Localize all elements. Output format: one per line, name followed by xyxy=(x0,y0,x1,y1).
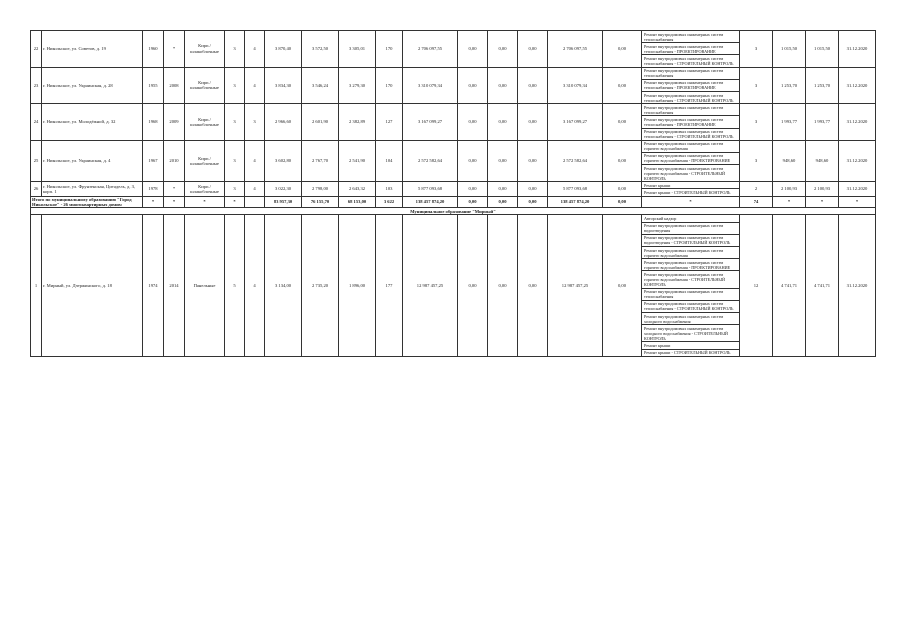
row-number: 23 xyxy=(31,67,42,104)
row-number: 22 xyxy=(31,31,42,68)
wall-material-cell: Кирп./ шлакоблочные xyxy=(185,104,225,141)
work-kind-cell: 3 xyxy=(740,104,773,141)
total-label: Итого по муниципальному образованию "Город Никольское" - 26 многоквартирных домов: xyxy=(31,196,143,208)
work-item: Ремонт внутридомовых инженерных систем холодного водоснабжения - СТРОИТЕЛЬНЫЙ КОНТРОЛЬ xyxy=(642,325,739,342)
area-total-cell: 3 602,80 xyxy=(265,140,302,182)
address-cell: г. Никольское, ул. Советов, д. 19 xyxy=(42,31,143,68)
area-living-cell: 2 643,32 xyxy=(339,182,376,196)
max-cost-cell: 1 015,50 xyxy=(806,31,839,68)
area-residential-cell: 2 735,20 xyxy=(302,215,339,356)
total-c3: * xyxy=(164,196,185,208)
max-cost-cell: 1 253,70 xyxy=(806,67,839,104)
work-kind-cell: 12 xyxy=(740,215,773,356)
table-row xyxy=(31,140,876,182)
max-cost-cell: 4 741,71 xyxy=(806,215,839,356)
fund-other-cell: 0,00 xyxy=(603,67,642,104)
deadline-cell: 31.12.2020 xyxy=(839,215,876,356)
work-item: Ремонт внутридомовых инженерных систем теплоснабжения - ПРОЕКТИРОВАНИЕ xyxy=(642,80,739,92)
total-unit-cost: * xyxy=(773,196,806,208)
max-cost-cell: 2 100,93 xyxy=(806,182,839,196)
fund-municipal-cell: 0,00 xyxy=(518,67,548,104)
year-built-cell: 1955 xyxy=(143,67,164,104)
year-overhaul-cell: 2014 xyxy=(164,215,185,356)
max-cost-cell: 948,60 xyxy=(806,140,839,182)
row-number: 26 xyxy=(31,182,42,196)
fund-other-cell: 0,00 xyxy=(603,31,642,68)
address-cell: г. Мирный, ул. Дзержинского, д. 18 xyxy=(42,215,143,356)
wall-material-cell: Кирп./ шлакоблочные xyxy=(185,31,225,68)
year-built-cell: 1974 xyxy=(143,215,164,356)
cost-total-cell: 3 167 099,27 xyxy=(403,104,458,141)
work-item: Ремонт внутридомовых инженерных систем горячего водоснабжения - СТРОИТЕЛЬНЫЙ КОНТРОЛЬ xyxy=(644,165,726,181)
deadline-cell: 31.12.2020 xyxy=(839,31,876,68)
works-cell xyxy=(642,67,740,104)
house-rows-city xyxy=(31,31,876,197)
area-living-cell: 3 305,01 xyxy=(339,31,376,68)
fund-owners-cell: 5 877 093,68 xyxy=(548,182,603,196)
total-fund-owners: 138 457 874,20 xyxy=(548,196,603,208)
residents-cell: 170 xyxy=(376,31,403,68)
year-overhaul-cell: 2009 xyxy=(164,104,185,141)
work-item: Ремонт внутридомовых инженерных систем теплоснабжения xyxy=(642,289,739,301)
row-number: 1 xyxy=(31,215,42,356)
table-row xyxy=(31,104,876,141)
entrances-cell: 4 xyxy=(245,182,265,196)
work-item: Ремонт крыши xyxy=(642,342,739,349)
year-built-cell: 1967 xyxy=(143,140,164,182)
fund-municipal-cell: 0,00 xyxy=(518,31,548,68)
fund-owners-cell: 3 167 099,27 xyxy=(548,104,603,141)
row-number: 25 xyxy=(31,140,42,182)
max-cost-cell: 1 993,77 xyxy=(806,104,839,141)
year-built-cell: 1978 xyxy=(143,182,164,196)
deadline-cell: 31.12.2020 xyxy=(839,104,876,141)
fund-federal-cell: 0,00 xyxy=(458,31,488,68)
deadline-cell: 31.12.2020 xyxy=(839,182,876,196)
table-row xyxy=(31,67,876,104)
wall-material-cell: Кирп./ шлакоблочные xyxy=(185,67,225,104)
work-kind-cell: 3 xyxy=(740,140,773,182)
address-cell: г. Никольское, ул. Украинская, д. 4 xyxy=(42,140,143,182)
year-built-cell: 1968 xyxy=(143,104,164,141)
work-item: Ремонт внутридомовых инженерных систем теплоснабжения - СТРОИТЕЛЬНЫЙ КОНТРОЛЬ xyxy=(642,301,739,313)
fund-other-cell: 0,00 xyxy=(603,140,642,182)
entrances-cell: 4 xyxy=(245,140,265,182)
cost-total-cell: 2 706 097,55 xyxy=(403,31,458,68)
work-item: Ремонт крыши xyxy=(642,182,739,189)
table-row xyxy=(31,31,876,68)
fund-federal-cell: 0,00 xyxy=(458,182,488,196)
work-item: Ремонт внутридомовых инженерных систем холодного водоснабжения xyxy=(642,313,739,325)
floors-cell: 3 xyxy=(225,67,245,104)
unit-cost-cell: 1 253,70 xyxy=(773,67,806,104)
unit-cost-cell: 4 741,71 xyxy=(773,215,806,356)
address-cell: г. Никольское, ул. Украинская, д. 28 xyxy=(42,67,143,104)
cost-total-cell: 5 877 093,68 xyxy=(403,182,458,196)
entrances-cell: 4 xyxy=(245,67,265,104)
table-row xyxy=(31,215,876,356)
year-overhaul-cell: * xyxy=(164,182,185,196)
area-total-cell: 3 834,30 xyxy=(265,67,302,104)
residents-cell: 104 xyxy=(376,140,403,182)
work-item: Ремонт внутридомовых инженерных систем теплоснабжения - ПРОЕКТИРОВАНИЕ xyxy=(642,116,739,128)
wall-material-cell: Кирп./ шлакоблочные xyxy=(185,140,225,182)
fund-owners-cell: 2 706 097,55 xyxy=(548,31,603,68)
fund-federal-cell: 0,00 xyxy=(458,104,488,141)
total-c6 xyxy=(245,196,265,208)
work-item: Ремонт внутридомовых инженерных систем горячего водоснабжения xyxy=(642,141,739,153)
year-overhaul-cell: 2008 xyxy=(164,67,185,104)
municipality-total xyxy=(31,196,876,215)
deadline-cell: 31.12.2020 xyxy=(839,67,876,104)
work-kind-cell: 2 xyxy=(740,182,773,196)
fund-owners-cell: 2 572 582,64 xyxy=(548,140,603,182)
works-cell xyxy=(642,182,740,196)
year-overhaul-cell: * xyxy=(164,31,185,68)
total-c5: * xyxy=(225,196,245,208)
unit-cost-cell: 1 993,77 xyxy=(773,104,806,141)
area-residential-cell: 2 767,70 xyxy=(302,140,339,182)
work-item: Ремонт внутридомовых инженерных систем горячего водоснабжения - СТРОИТЕЛЬНЫЙ КОНТРОЛЬ xyxy=(642,271,739,288)
area-total-cell: 3 022,30 xyxy=(265,182,302,196)
unit-cost-cell: 948,60 xyxy=(773,140,806,182)
floors-cell: 3 xyxy=(225,31,245,68)
fund-owners-cell: 3 310 079,34 xyxy=(548,67,603,104)
area-residential-cell: 3 572,50 xyxy=(302,31,339,68)
residents-cell: 170 xyxy=(376,67,403,104)
fund-regional-cell: 0,00 xyxy=(488,215,518,356)
total-area-total: 83 957,30 xyxy=(265,196,302,208)
work-item: Ремонт внутридомовых инженерных систем теплоснабжения xyxy=(642,104,739,116)
work-item: Ремонт внутридомовых инженерных систем теплоснабжения - СТРОИТЕЛЬНЫЙ КОНТРОЛЬ xyxy=(644,55,734,66)
floors-cell: 5 xyxy=(225,215,245,356)
works-cell xyxy=(642,215,740,356)
wall-material-cell: Кирп./ шлакоблочные xyxy=(185,182,225,196)
address-cell: г. Никольское, ул. Молодёжной, д. 32 xyxy=(42,104,143,141)
works-cell xyxy=(642,140,740,182)
fund-regional-cell: 0,00 xyxy=(488,140,518,182)
floors-cell: 3 xyxy=(225,182,245,196)
deadline-cell: 31.12.2020 xyxy=(839,140,876,182)
fund-municipal-cell: 0,00 xyxy=(518,215,548,356)
area-residential-cell: 2 798,00 xyxy=(302,182,339,196)
work-item: Ремонт внутридомовых инженерных систем водоотведения - СТРОИТЕЛЬНЫЙ КОНТРОЛЬ xyxy=(642,235,739,247)
cost-total-cell: 2 572 582,64 xyxy=(403,140,458,182)
municipality-heading-row xyxy=(31,208,876,215)
house-rows-mirny xyxy=(31,215,876,356)
total-fund-federal: 0,00 xyxy=(458,196,488,208)
fund-federal-cell: 0,00 xyxy=(458,215,488,356)
total-row xyxy=(31,196,876,208)
fund-regional-cell: 0,00 xyxy=(488,31,518,68)
unit-cost-cell: 2 100,93 xyxy=(773,182,806,196)
overhaul-register-table xyxy=(30,30,876,357)
total-works: * xyxy=(642,196,740,208)
area-living-cell: 2 382,89 xyxy=(339,104,376,141)
residents-cell: 103 xyxy=(376,182,403,196)
fund-federal-cell: 0,00 xyxy=(458,140,488,182)
work-item: Ремонт внутридомовых инженерных систем горячего водоснабжения - ПРОЕКТИРОВАНИЕ xyxy=(642,259,739,271)
work-item: Ремонт внутридомовых инженерных систем водоотведения xyxy=(642,223,739,235)
total-fund-regional: 0,00 xyxy=(488,196,518,208)
work-item: Ремонт внутридомовых инженерных систем теплоснабжения xyxy=(642,68,739,80)
fund-owners-cell: 12 987 457,25 xyxy=(548,215,603,356)
address-cell: г. Никольское, ул. Фрунзенская, Цитадель, д. 3, корп. 1 xyxy=(42,182,143,196)
floors-cell: 3 xyxy=(225,104,245,141)
fund-regional-cell: 0,00 xyxy=(488,104,518,141)
area-total-cell: 3 134,00 xyxy=(265,215,302,356)
total-max-cost: * xyxy=(806,196,839,208)
municipality-heading: Муниципальное образование "Мирный" xyxy=(31,208,876,215)
year-built-cell: 1960 xyxy=(143,31,164,68)
total-residents: 3 622 xyxy=(376,196,403,208)
fund-other-cell: 0,00 xyxy=(603,182,642,196)
work-item: Ремонт крыши - СТРОИТЕЛЬНЫЙ КОНТРОЛЬ xyxy=(644,350,731,356)
area-residential-cell: 3 546,24 xyxy=(302,67,339,104)
residents-cell: 127 xyxy=(376,104,403,141)
fund-other-cell: 0,00 xyxy=(603,104,642,141)
total-cost: 138 457 874,20 xyxy=(403,196,458,208)
fund-regional-cell: 0,00 xyxy=(488,182,518,196)
work-item: Ремонт внутридомовых инженерных систем теплоснабжения xyxy=(642,31,739,43)
total-fund-other: 0,00 xyxy=(603,196,642,208)
area-total-cell: 3 870,40 xyxy=(265,31,302,68)
wall-material-cell: Панельные xyxy=(185,215,225,356)
total-c2: * xyxy=(143,196,164,208)
area-living-cell: 1 896,00 xyxy=(339,215,376,356)
entrances-cell: 4 xyxy=(245,31,265,68)
total-area-residential: 76 155,70 xyxy=(302,196,339,208)
work-item: Ремонт внутридомовых инженерных систем теплоснабжения - СТРОИТЕЛЬНЫЙ КОНТРОЛЬ xyxy=(644,129,734,140)
table-row xyxy=(31,182,876,196)
total-area-living: 68 153,00 xyxy=(339,196,376,208)
fund-other-cell: 0,00 xyxy=(603,215,642,356)
residents-cell: 177 xyxy=(376,215,403,356)
cost-total-cell: 3 310 079,34 xyxy=(403,67,458,104)
fund-municipal-cell: 0,00 xyxy=(518,182,548,196)
area-total-cell: 2 966,60 xyxy=(265,104,302,141)
work-kind-cell: 3 xyxy=(740,67,773,104)
total-kind: 74 xyxy=(740,196,773,208)
entrances-cell: 3 xyxy=(245,104,265,141)
work-kind-cell: 3 xyxy=(740,31,773,68)
area-living-cell: 2 541,90 xyxy=(339,140,376,182)
unit-cost-cell: 1 015,50 xyxy=(773,31,806,68)
total-deadline: * xyxy=(839,196,876,208)
year-overhaul-cell: 2010 xyxy=(164,140,185,182)
fund-regional-cell: 0,00 xyxy=(488,67,518,104)
works-cell xyxy=(642,31,740,68)
work-item: Ремонт внутридомовых инженерных систем теплоснабжения - СТРОИТЕЛЬНЫЙ КОНТРОЛЬ xyxy=(644,92,734,103)
works-cell xyxy=(642,104,740,141)
area-residential-cell: 2 601,90 xyxy=(302,104,339,141)
work-item: Ремонт внутридомовых инженерных систем горячего водоснабжения - ПРОЕКТИРОВАНИЕ xyxy=(642,153,739,165)
row-number: 24 xyxy=(31,104,42,141)
fund-municipal-cell: 0,00 xyxy=(518,104,548,141)
work-item: Ремонт внутридомовых инженерных систем теплоснабжения - ПРОЕКТИРОВАНИЕ xyxy=(642,43,739,55)
fund-municipal-cell: 0,00 xyxy=(518,140,548,182)
work-item: Ремонт крыши - СТРОИТЕЛЬНЫЙ КОНТРОЛЬ xyxy=(644,190,731,196)
total-c4: * xyxy=(185,196,225,208)
floors-cell: 3 xyxy=(225,140,245,182)
fund-federal-cell: 0,00 xyxy=(458,67,488,104)
area-living-cell: 3 279,30 xyxy=(339,67,376,104)
entrances-cell: 4 xyxy=(245,215,265,356)
work-item: Ремонт внутридомовых инженерных систем горячего водоснабжения xyxy=(642,247,739,259)
cost-total-cell: 12 987 457,25 xyxy=(403,215,458,356)
total-fund-municipal: 0,00 xyxy=(518,196,548,208)
work-item: Авторский надзор xyxy=(642,215,739,222)
